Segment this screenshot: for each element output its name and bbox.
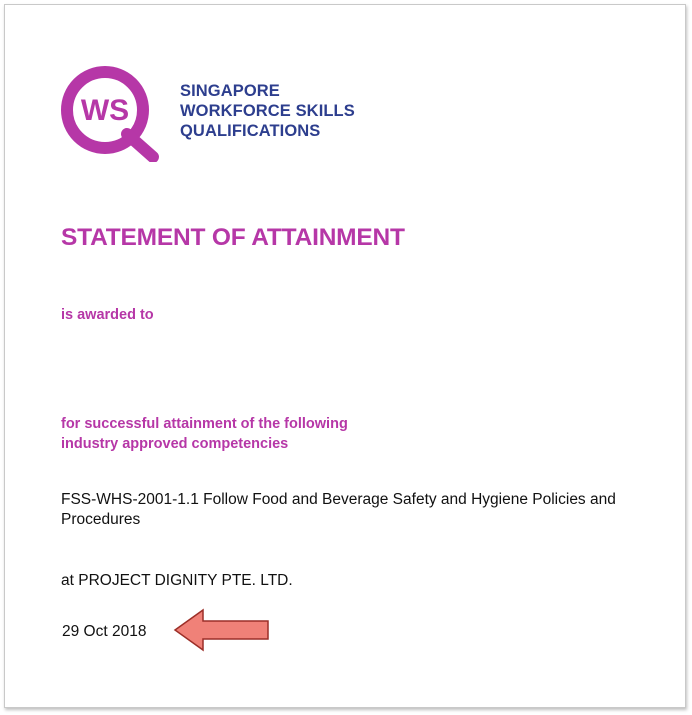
award-date: 29 Oct 2018 <box>62 623 147 640</box>
training-provider: at PROJECT DIGNITY PTE. LTD. <box>61 572 293 589</box>
logo-line-2: WORKFORCE SKILLS <box>180 102 355 120</box>
wsq-logo-icon <box>57 62 169 162</box>
attainment-statement <box>61 414 348 454</box>
logo-line-1: SINGAPORE <box>180 82 280 100</box>
attainment-line-2: industry approved competencies <box>61 436 289 452</box>
logo-wordmark <box>180 81 355 141</box>
awarded-to-label: is awarded to <box>61 307 154 323</box>
certificate-page <box>4 4 686 708</box>
attainment-line-1: for successful attainment of the following <box>61 416 348 432</box>
logo-line-3: QUALIFICATIONS <box>180 122 321 140</box>
competency-title: FSS-WHS-2001-1.1 Follow Food and Beverage Safety and Hygiene Policies and Procedures <box>61 491 616 528</box>
certificate-title: STATEMENT OF ATTAINMENT <box>61 224 405 251</box>
logo-monogram: WS <box>80 94 130 127</box>
left-arrow-icon <box>173 608 271 652</box>
